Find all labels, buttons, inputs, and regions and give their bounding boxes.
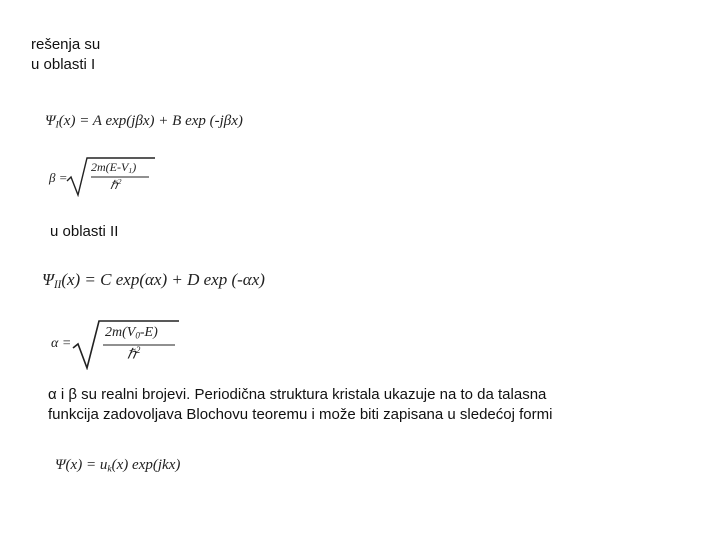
region-2-label: u oblasti II [50, 223, 119, 240]
equation-beta: β = $2m(E-V_1)$ ℏ$^2$ [45, 155, 205, 197]
equation-alpha: α = $2m(V_0-E)$ ℏ$^2$ [47, 318, 227, 370]
intro-line-2: u oblasti I [31, 56, 96, 73]
equation-psi-region-1: $\Psi_I(x) = A$ exp(jβx) + B exp (-jβx) [45, 113, 243, 131]
description-paragraph [48, 385, 688, 425]
description-line-1: α i β su realni brojevi. Periodična struktura kristala ukazuje na to da talasna [48, 386, 547, 403]
equation-psi-region-2: $\Psi_{II}(x) = C$ exp(αx) + D exp (-αx) [42, 270, 265, 291]
equation-bloch: $\Psi(x) = u_k(x)$ exp(jkx) [55, 457, 181, 475]
intro-line-1: rešenja su [31, 36, 101, 53]
description-line-2: funkcija zadovoljava Blochovu teoremu i može biti zapisana u sledećoj formi [48, 406, 553, 423]
intro-text [31, 35, 100, 75]
